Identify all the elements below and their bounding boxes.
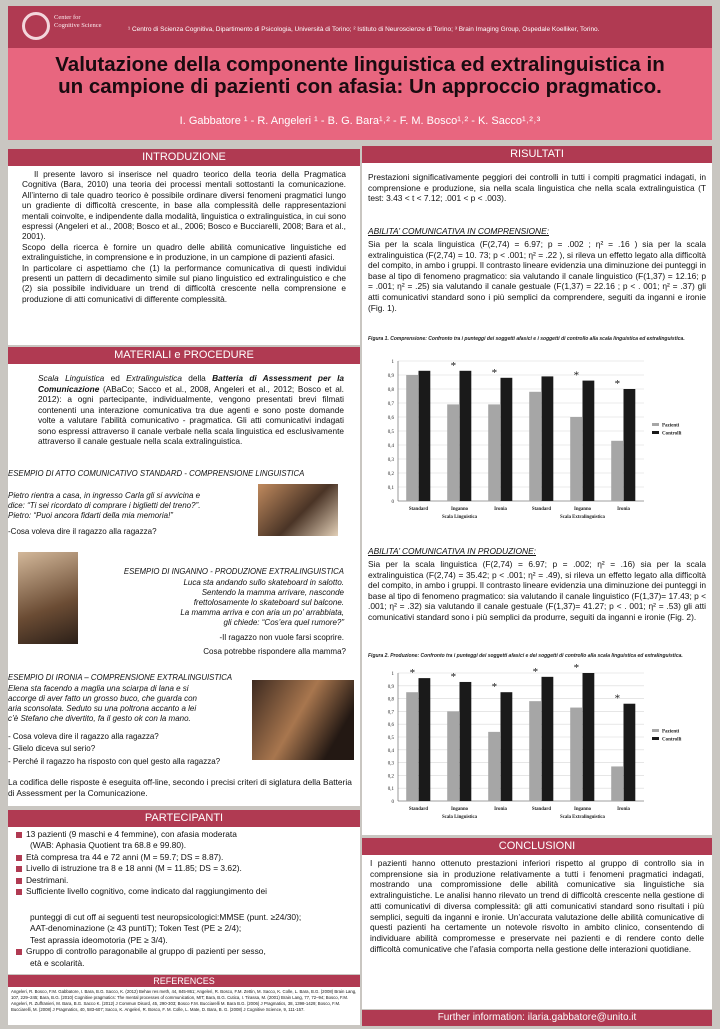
participants-item: Destrimani. <box>14 875 354 886</box>
participants-item: Gruppo di controllo paragonabile al gruppo di pazienti per sesso, <box>14 946 354 957</box>
bar-pazienti <box>447 404 459 501</box>
bar-controlli <box>583 673 595 801</box>
materials-closing: La codifica delle risposte è eseguita off-line, secondo i precisi criteri di siglatura della Batteria di Assessment per la Comunicazione. <box>8 777 352 798</box>
bar-pazienti <box>447 711 459 801</box>
example2-photo <box>18 552 78 644</box>
bar-pazienti <box>529 701 541 801</box>
y-tick-label: 0,1 <box>387 787 394 793</box>
legend-swatch <box>652 431 659 434</box>
bar-controlli <box>583 381 595 501</box>
results-panel <box>362 163 712 835</box>
top-banner <box>8 6 712 48</box>
example3-text: Elena sta facendo a maglia una sciarpa di lana e si accorge di aver fatto un grosso buco, che guarda con aria sconsolata. Seduto su una poltrona accanto a lei c’è Stefano che divertito, fa il gesto ok con la mano. <box>8 684 198 723</box>
bar-controlli <box>542 677 554 801</box>
x-tick-label: Standard <box>408 807 429 812</box>
y-tick-label: 0,7 <box>387 402 394 407</box>
x-tick-label: Ironia <box>494 507 507 512</box>
participants-panel-cont: punteggi di cut off ai seguenti test neuropsicologici:MMSE (punt. ≥24/30); AAT-denominazione (≥ 43 puntiT); Token Test (PE ≥ 2/4); Test aprassia ideomotoria (PE ≥ 3/4). Gruppo di controllo paragonabile al gruppo di pazienti per sesso, età e scolarità. <box>8 912 360 974</box>
legend-swatch <box>652 729 659 732</box>
intro-p3: In particolare ci aspettiamo che (1) la performance comunicativa di questi individui presenti un pattern di decadimento simile sul piano linguistico ed extralinguistico e che (2) sia possibile individuare un trend di difficoltà crescente nella comprensione e produzione di atti comunicativi di differente complessità. <box>22 262 346 304</box>
figure2-chart <box>368 663 706 833</box>
y-tick-label: 0,6 <box>387 416 394 421</box>
logo-text: Center for Cognitive Science <box>54 14 102 29</box>
production-title: ABILITA’ COMUNICATIVA IN PRODUZIONE: <box>368 546 536 556</box>
bar-controlli <box>419 678 431 801</box>
example1-photo <box>258 484 338 536</box>
example2-question: Cosa potrebbe rispondere alla mamma? <box>203 647 346 656</box>
significance-star: * <box>409 667 416 680</box>
significance-star: * <box>614 692 621 705</box>
example1-text: Pietro rientra a casa, in ingresso Carla gli si avvicina e dice: “Ti sei ricordato di comprare i biglietti del treno?”. Pietro: “Puoi ancora fidarti della mia memoria!” <box>8 491 201 520</box>
materials-heading: MATERIALI e PROCEDURE <box>8 347 360 364</box>
conclusions-heading: CONCLUSIONI <box>362 838 712 855</box>
group-label: Scala Linguistica <box>441 815 478 820</box>
x-tick-label: Standard <box>531 507 552 512</box>
legend-swatch <box>652 737 659 740</box>
y-tick-label: 0,1 <box>387 486 394 491</box>
legend-label: Pazienti <box>662 729 680 735</box>
group-label: Scala Extralinguistica <box>560 515 605 520</box>
example1-question: -Cosa voleva dire il ragazzo alla ragazza? <box>8 527 157 536</box>
bar-pazienti <box>570 708 582 801</box>
bar-pazienti <box>406 375 418 501</box>
y-tick-label: 0,4 <box>387 748 394 754</box>
y-tick-label: 0,7 <box>387 710 394 716</box>
x-tick-label: Inganno <box>573 507 592 512</box>
bar-controlli <box>460 682 472 801</box>
references-heading: REFERENCES <box>8 975 360 987</box>
participants-item: 13 pazienti (9 maschi e 4 femmine), con afasia moderata <box>14 829 354 840</box>
bar-pazienti <box>488 404 500 501</box>
example2-title: ESEMPIO DI INGANNO - PRODUZIONE EXTRALINGUISTICA <box>123 567 344 576</box>
example3-questions: - Cosa voleva dire il ragazzo alla ragazza? - Glielo diceva sul serio? - Perché il ragazzo ha risposto con quel gesto alla ragazza? <box>8 732 221 766</box>
figure1-caption: Figura 1. Comprensione: Confronto tra i punteggi dei soggetti afasici e i soggetti di controllo alla scala linguistica ed extralinguistica. <box>368 336 685 342</box>
y-tick-label: 0,9 <box>387 374 394 379</box>
significance-star: * <box>573 663 580 674</box>
references-text: Angeleri, R. Bosco, F.M. Gabbatore, I. Bara, B.G. Sacco, K. (2012) Behav res meth, 44, 845-861; Angeleri, R. Bosco, F.M. Zettin, M. Sacco, K. Colle, L. Bara, B.G. (2008) Brain Lang, 107, 229–245; Bara, B.G. (2010) Cognitive pragmatics: The mental processes of communication, MIT; Bara, B.G. Cutica, I. Tirassa, M. (2001) Brain Lang, 77, 72–94; Bosco, F.M. Angeleri, R. Zuffranieri, M. Bara, B.G. Sacco K. (2012) J Commun Disord, 45, 290-303; Bosco F.M. Bucciarelli M. Bara B.G. (2006) J Pragmatics, 38, 1398-1429; Bosco, F.M. Bucciarelli, M. (2008) J Pragmatics, 40, 583-607; Sacco, K. Angeleri, R. Bosco, F. M. Colle, L. Mate, D. Bara, B. G. (2008) J Cognitive Science, 9, 111-157. <box>8 987 360 1025</box>
logo-brain-icon <box>22 12 50 40</box>
x-tick-label: Inganno <box>573 807 592 812</box>
bar-pazienti <box>488 732 500 801</box>
figure1-chart <box>368 351 706 533</box>
affiliations: ¹ Centro di Scienza Cognitiva, Dipartimento di Psicologia, Università di Torino; ² Istituto di Neuroscienze di Torino; ³ Brain Imaging Group, Ospedale Koelliker, Torino. <box>128 26 600 33</box>
legend-swatch <box>652 423 659 426</box>
participants-heading: PARTECIPANTI <box>8 810 360 827</box>
bar-pazienti <box>529 392 541 501</box>
x-tick-label: Standard <box>408 507 429 512</box>
x-tick-label: Ironia <box>617 807 630 812</box>
y-tick-label: 0,5 <box>387 430 394 435</box>
intro-p2: Scopo della ricerca è fornire un quadro delle abilità comunicative linguistiche ed extralinguistiche, in comprensione e in produzione, in un campione di pazienti afasici. <box>22 241 346 263</box>
legend-label: Pazienti <box>662 423 680 429</box>
y-tick-label: 0,5 <box>387 736 394 741</box>
y-tick-label: 0,9 <box>387 684 394 690</box>
group-label: Scala Linguistica <box>441 515 478 520</box>
materials-panel <box>8 364 360 806</box>
results-intro: Prestazioni significativamente peggiori dei controlli in tutti i compiti pragmatici indagati, in comprensione e produzione, sia nella scala linguistica che nella scala extralinguistica (T test: 3.43 < t < 7.12; .001 < p < .003). <box>368 172 706 204</box>
bar-controlli <box>419 371 431 501</box>
significance-star: * <box>450 670 457 683</box>
significance-star: * <box>491 366 498 379</box>
bar-controlli <box>542 376 554 501</box>
y-tick-label: 1 <box>391 360 394 365</box>
example1-title: ESEMPIO DI ATTO COMUNICATIVO STANDARD - COMPRENSIONE LINGUISTICA <box>8 469 305 478</box>
x-tick-label: Standard <box>531 807 552 812</box>
example2-text: Luca sta andando sullo skateboard in salotto. Sentendo la mamma arrivare, nasconde frettolosamente lo skateboard sul balcone. La mamma arriva e con aria un po’ arrabbiata, gli chiede: “Cos’era quel rumore?” <box>180 578 344 627</box>
significance-star: * <box>450 359 457 372</box>
bar-controlli <box>624 389 636 501</box>
legend-label: Controlli <box>662 431 682 437</box>
participants-item: Sufficiente livello cognitivo, come indicato dal raggiungimento dei <box>14 886 354 897</box>
significance-star: * <box>532 665 539 678</box>
intro-heading: INTRODUZIONE <box>8 149 360 166</box>
conclusions-text: I pazienti hanno ottenuto prestazioni inferiori rispetto al gruppo di controllo sia in comprensione sia in produzione relativamente a tutti i fenomeni pragmatici indagati, mostrando una compromissione delle abilità comunicative sia linguistiche sia extralinguistiche. Le analisi hanno rilevato un trend di difficoltà crescente nella gestione di atti comunicativi di diversa complessità: gli atti comunicativi standard sono risultati i più semplici, seguiti da inganni e ironie. Un’accurata valutazione delle abilità comunicative di questi pazienti ha certamente un notevole risvolto in ambito clinico, consentendo di individuare abilità compromesse e preservate nei pazienti e di rendere conto delle difficoltà comunicative che l’afasia comporta nella gestione delle interazioni quotidiane. <box>362 855 712 1009</box>
participants-item: Età compresa tra 44 e 72 anni (M = 59.7; DS = 8.87). <box>14 852 354 863</box>
production-text: Sia per la scala linguistica (F(2,74) = 6.97; p = .002; η² = .16) sia per la scala extralinguistica (F(2,74) = 35.42; p < .001; η² = .49), si rileva un effetto legato alla difficoltà del compito, in ambo i gruppi. Il contrasto lineare evidenzia una diminuzione dei punteggi in base al tipo di fenomeno pragmatico: sia valutando il canale linguistico (F(1,37)= 17.43; p < .001; η² = .32) sia valutando il canale gestuale (F(1,37)= 41.27; p < . 001; η² = .53) gli atti comunicativi standard sono i più semplici da produrre, seguiti da inganni e ironie (Fig. 2). <box>368 559 706 622</box>
y-tick-label: 1 <box>391 672 394 677</box>
x-tick-label: Ironia <box>617 507 630 512</box>
intro-panel <box>8 166 360 345</box>
footer-contact: Further information: ilaria.gabbatore@unito.it <box>362 1010 712 1026</box>
materials-lead: Scala Linguistica ed Extralinguistica della Batteria di Assessment per la Comunicazione (ABaCo; Sacco et al., 2008, Angeleri et al., 2012; Bosco et al. 2012): a ogni partecipante, individualmente, vengono presentati brevi filmati contenenti una interazione comunicativa tra due agenti e sono poste domande volte a valutare l’abilità comunicativo - pragmatica. Gli atti comunicativi indagati sono espressi attraverso il canale verbale nella scala linguistica ed esclusivamente attraverso il canale gestuale nella scala extralinguistica. <box>38 373 345 446</box>
y-tick-label: 0,3 <box>387 761 394 767</box>
bar-pazienti <box>611 441 623 501</box>
x-tick-label: Ironia <box>494 807 507 812</box>
y-tick-label: 0 <box>391 800 394 805</box>
participants-item: Livello di istruzione tra 8 e 18 anni (M = 11.85; DS = 3.62). <box>14 863 354 874</box>
intro-p1: Il presente lavoro si inserisce nel quadro teorico della teoria della Pragmatica Cognitiva (Bara, 2010) una teoria dei processi mentali sottostanti la comunicazione. All’interno di tale quadro teorico è possibile ordinare diversi fenomeni pragmatici lungo un gradiente di difficoltà crescente, in base alla complessità delle rappresentazioni mentali coinvolte, e indipendente dalla modalità, linguistica o extralinguistica, in cui sono espressi (Angeleri et al., 2008; Bosco et al., 2006; Bosco e Bucciarelli, 2008; Bara et al., 2001). <box>22 169 346 242</box>
y-tick-label: 0,4 <box>387 444 394 449</box>
significance-star: * <box>614 378 621 390</box>
comprehension-title: ABILITA’ COMUNICATIVA IN COMPRENSIONE: <box>368 226 550 236</box>
bar-pazienti <box>611 766 623 801</box>
example3-title: ESEMPIO DI IRONIA – COMPRENSIONE EXTRALINGUISTICA <box>8 673 233 682</box>
bar-controlli <box>460 371 472 501</box>
participants-panel: 13 pazienti (9 maschi e 4 femmine), con afasia moderata (WAB: Aphasia Quotient tra 68.8 e 99.80). Età compresa tra 44 e 72 anni (M = 59.7; DS = 8.87). Livello di istruzione tra 8 e 18 anni (M = 11.85; DS = 3.62). Destrimani. Sufficiente livello cognitivo, come indicato dal raggiungimento dei <box>8 827 360 912</box>
significance-star: * <box>491 681 498 694</box>
y-tick-label: 0,2 <box>387 472 394 477</box>
significance-star: * <box>573 369 580 382</box>
figure2-caption: Figura 2. Produzione: Confronto tra i punteggi dei soggetti afasici e dei soggetti di controllo alla scala linguistica ed extralinguistica. <box>368 653 683 659</box>
example3-photo <box>252 680 354 760</box>
bar-controlli <box>624 704 636 801</box>
results-heading: RISULTATI <box>362 146 712 163</box>
y-tick-label: 0,6 <box>387 723 394 729</box>
y-tick-label: 0 <box>391 500 394 505</box>
comprehension-text: Sia per la scala linguistica (F(2,74) = 6.97; p = .002 ; η² = .16 ) sia per la scala extralinguistica (F(2,74) = 10. 73; p < .001; η² = .22 ), si rileva un effetto legato alla difficoltà del compito, in ambo i gruppi. Il contrasto lineare evidenzia una diminuzione dei punteggi in base al tipo di fenomeno pragmatico: sia valutando il canale linguistico (F(1,37) = 12.16; p = .001; η² = .25) sia valutando il canale gestuale (F(1,37) = 22.16 ; p < . 001; η² = .37) gli atti comunicativi standard sono i più semplici da comprendere, seguiti da inganni e ironie (Fig. 1). <box>368 239 706 313</box>
x-tick-label: Inganno <box>450 807 469 812</box>
title-box <box>8 48 712 140</box>
y-tick-label: 0,3 <box>387 458 394 463</box>
legend-label: Controlli <box>662 737 682 743</box>
poster-title: Valutazione della componente linguistica ed extralinguistica in un campione di pazienti con afasia: Un approccio pragmatico. <box>55 53 665 98</box>
bar-controlli <box>501 692 513 801</box>
y-tick-label: 0,2 <box>387 774 394 780</box>
y-tick-label: 0,8 <box>387 388 394 393</box>
example2-note: -Il ragazzo non vuole farsi scoprire. <box>219 633 344 642</box>
bar-controlli <box>501 378 513 501</box>
authors: I. Gabbatore ¹ - R. Angeleri ¹ - B. G. Bara¹˒² - F. M. Bosco¹˒² - K. Sacco¹˒²˒³ <box>179 115 541 127</box>
bar-pazienti <box>570 417 582 501</box>
bar-pazienti <box>406 692 418 801</box>
group-label: Scala Extralinguistica <box>560 815 605 820</box>
x-tick-label: Inganno <box>450 507 469 512</box>
y-tick-label: 0,8 <box>387 697 394 703</box>
logo <box>22 10 112 44</box>
